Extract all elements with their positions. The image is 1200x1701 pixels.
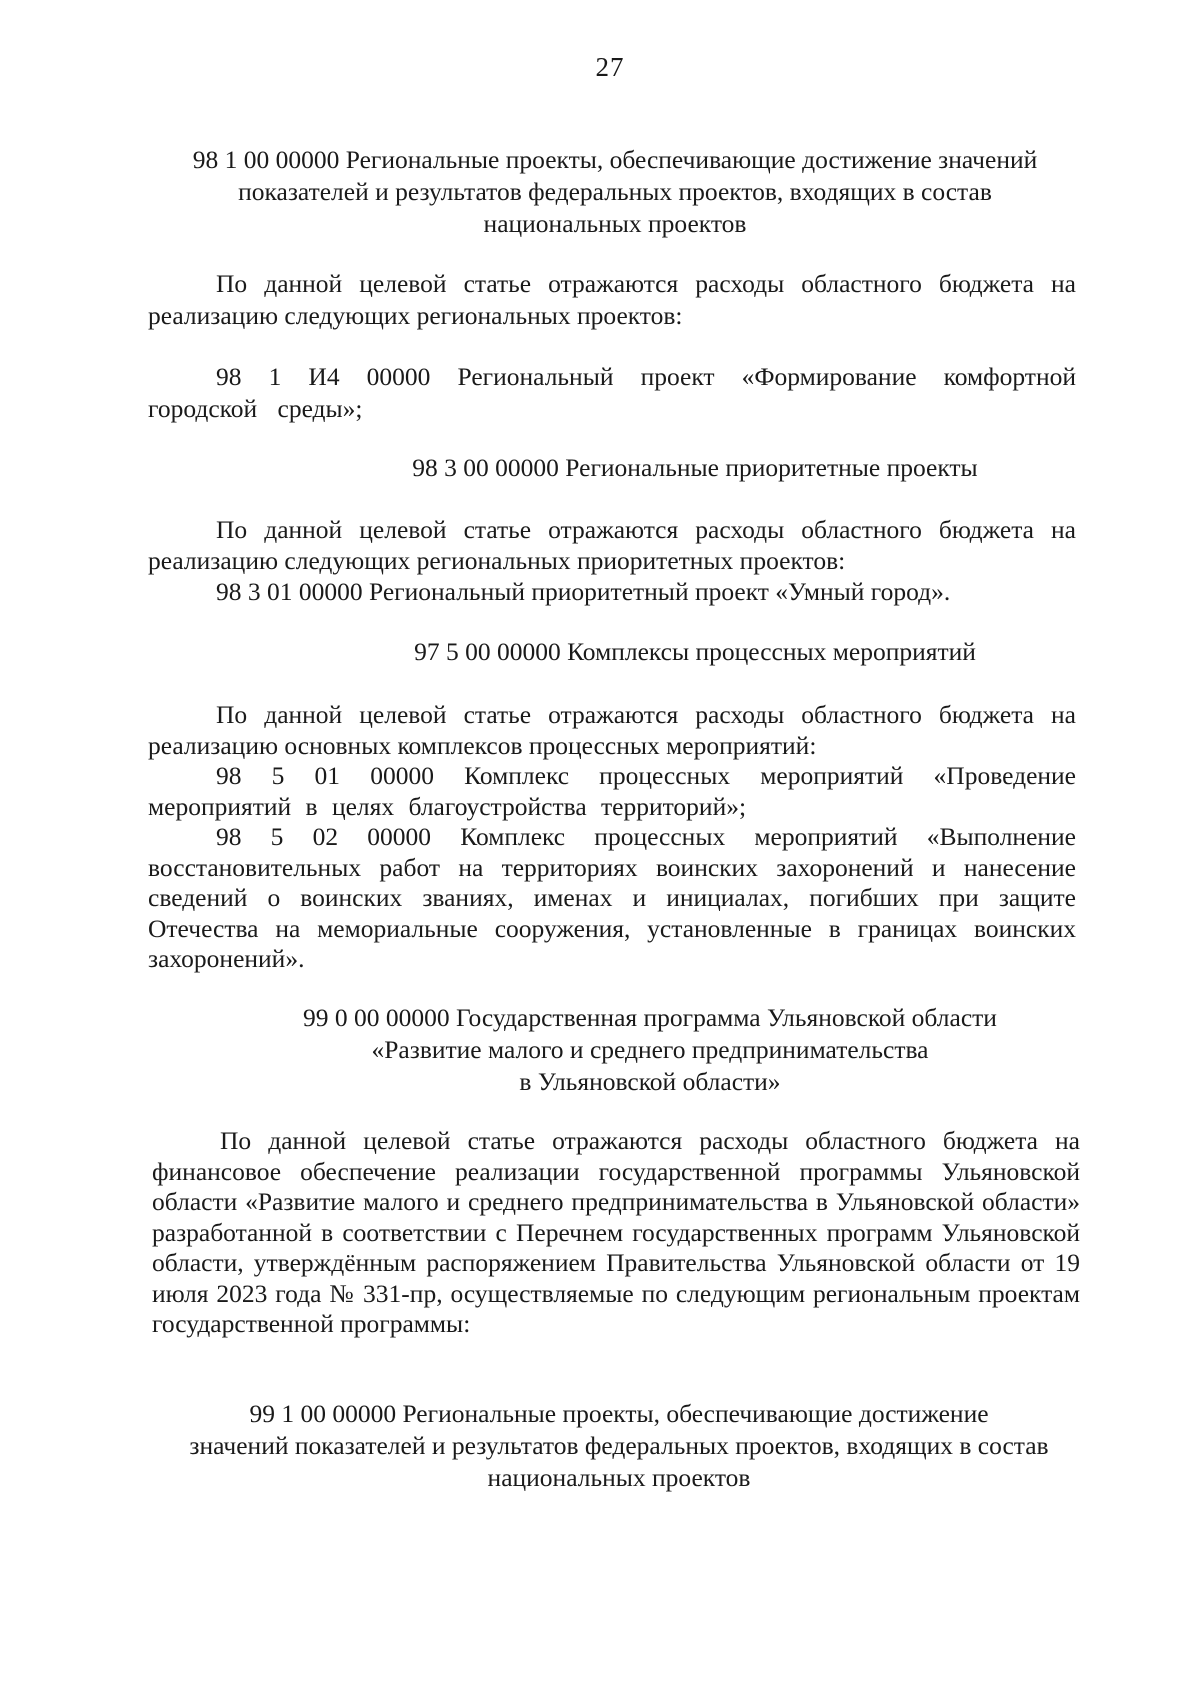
heading-line: «Развитие малого и среднего предпринимательства	[371, 1035, 929, 1064]
paragraph-process-complexes	[148, 700, 1076, 975]
paragraph-state-program	[152, 1126, 1080, 1340]
list-item-98-5-01: 98 5 01 00000 Комплекс процессных мероприятий «Проведение мероприятий в целях благоустройства территорий»;	[148, 761, 1076, 821]
section-heading-99-1	[158, 1398, 1080, 1494]
section-heading-99-0	[150, 1002, 1150, 1098]
heading-line: национальных проектов	[483, 209, 747, 238]
heading-line: значений показателей и результатов федеральных проектов, входящих в состав	[189, 1431, 1049, 1460]
paragraph-text: По данной целевой статье отражаются расходы областного бюджета на реализацию следующих региональных проектов:	[148, 269, 1076, 330]
list-item-98-5-02: 98 5 02 00000 Комплекс процессных мероприятий «Выполнение восстановительных работ на территориях воинских захоронений и нанесение сведений о воинских званиях, именах и инициалах, погибших при защите Отечества на мемориальные сооружения, установленные в границах воинских захоронений».	[148, 822, 1076, 973]
page-number: 27	[595, 52, 625, 82]
section-heading-98-3	[150, 452, 1200, 483]
heading-line: показателей и результатов федеральных проектов, входящих в состав	[238, 177, 992, 206]
heading-line: национальных проектов	[487, 1463, 751, 1492]
list-item-smart-city: 98 3 01 00000 Региональный приоритетный проект «Умный город».	[216, 577, 951, 606]
heading-line: 99 0 00 00000 Государственная программа Ульяновской области	[303, 1003, 997, 1032]
heading-line: 97 5 00 00000 Комплексы процессных мероприятий	[414, 637, 976, 666]
list-item-98-1-i4	[148, 361, 1076, 425]
section-heading-98-1	[150, 144, 1080, 240]
paragraph-priority-projects	[148, 514, 1076, 607]
heading-line: 98 3 00 00000 Региональные приоритетные проекты	[412, 453, 978, 482]
heading-line: в Ульяновской области»	[519, 1067, 781, 1096]
paragraph-text: По данной целевой статье отражаются расходы областного бюджета на финансовое обеспечение реализации государственной программы Ульяновской области «Развитие малого и среднего предпринимательства в Ульяновской области» разработанной в соответствии с Перечнем государственных программ Ульяновской области, утверждённым распоряжением Правительства Ульяновской области от 19 июля 2023 года № 331-пр, осуществляемые по следующим региональным проектам государственной программы:	[152, 1126, 1080, 1338]
paragraph-regional-projects	[148, 268, 1076, 332]
list-item-text: 98 1 И4 00000 Региональный проект «Формирование комфортной городской среды»;	[148, 362, 1076, 423]
paragraph-text: По данной целевой статье отражаются расходы областного бюджета на реализацию следующих региональных приоритетных проектов:	[148, 515, 1076, 575]
heading-line: 98 1 00 00000 Региональные проекты, обеспечивающие достижение значений	[192, 145, 1038, 174]
paragraph-text: По данной целевой статье отражаются расходы областного бюджета на реализацию основных комплексов процессных мероприятий:	[148, 700, 1076, 760]
heading-line: 99 1 00 00000 Региональные проекты, обеспечивающие достижение	[249, 1399, 989, 1428]
section-heading-97-5	[150, 636, 1200, 667]
